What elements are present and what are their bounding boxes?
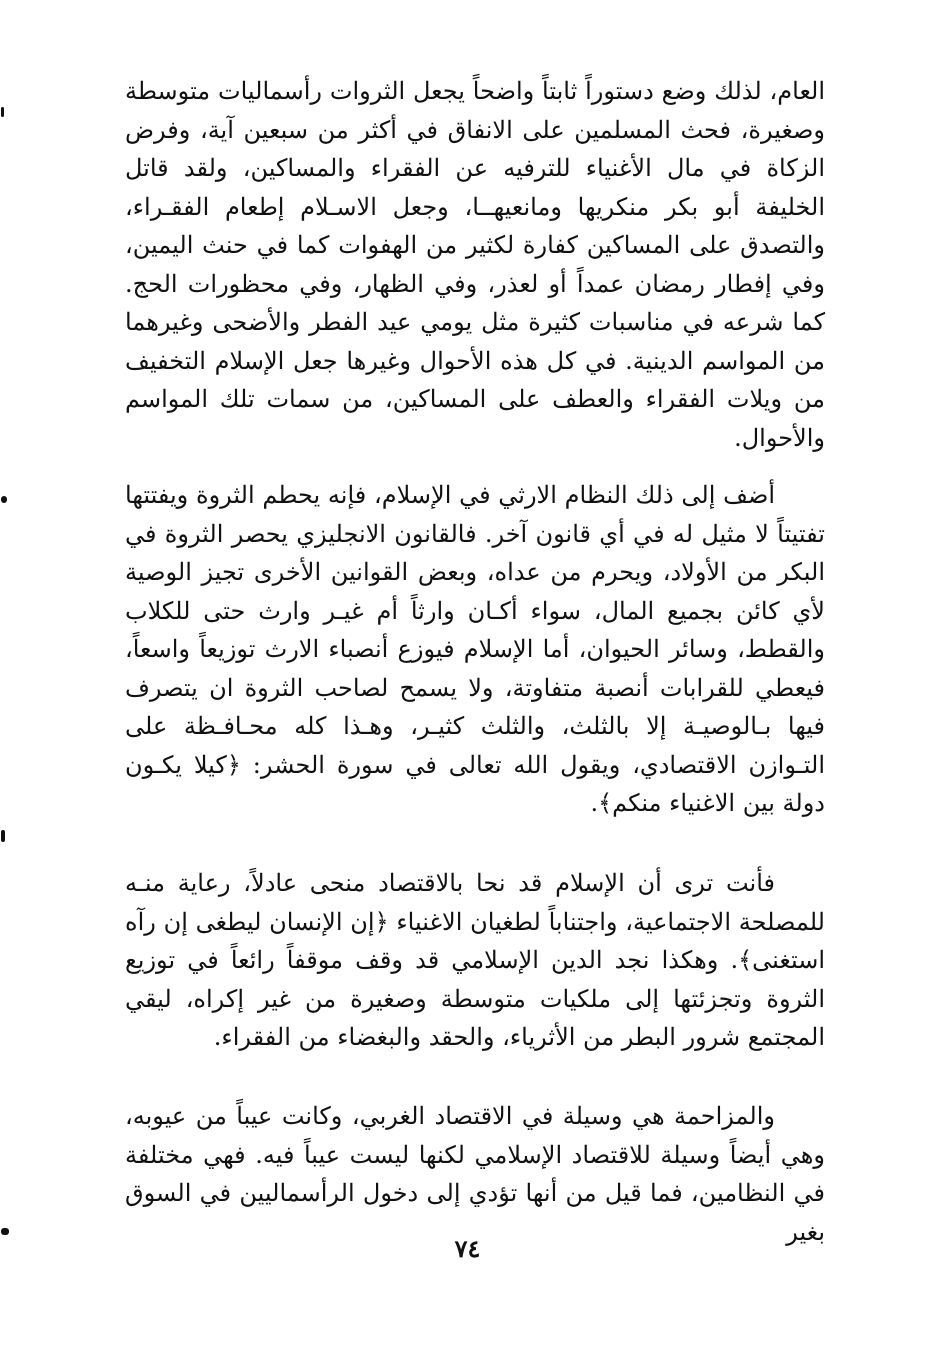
scan-margin-mark [1,496,7,503]
paragraph-wealth-distribution: فأنت ترى أن الإسلام قد نحا بالاقتصاد منحى عادلاً، رعاية منـه للمصلحة الاجتماعية، واجتناباً لطغيان الاغنياء ﴿إن الإنسان ليطغى إن رآه استغنى﴾. وهكذا نجد الدين الإسلامي قد وقف موقفاً رائعاً في توزيع الثروة وتجزئتها إلى ملكيات متوسطة وصغيرة من غير إكراه، ليقي المجتمع شرور البطر من الأثرياء، والحقد والبغضاء من الفقراء. [125,869,825,1051]
paragraph-inheritance-system: أضف إلى ذلك النظام الارثي في الإسلام، فإنه يحطم الثروة ويفتتها تفتيتاً لا مثيل له في أي قانون آخر. فالقانون الانجليزي يحصر الثروة في البكر من الأولاد، ويحرم من عداه، وبعض القوانين الأخرى تجيز الوصية لأي كائن بجميع المال، سواء أكـان وارثاً أم غيـر وارث حتى للكلاب والقطط، وسائر الحيوان، أما الإسلام فيوزع أنصباء الارث توزيعاً واسعاً، فيعطي للقرابات أنصبة متفاوتة، ولا يسمح لصاحب الثروة ان يتصرف فيها بـالوصيـة إلا بالثلث، والثلث كثيـر، وهـذا كله محـافـظة على التـوازن الاقتصادي، ويقول الله تعالى في سورة الحشر: ﴿كيلا يكـون دولة بين الاغنياء منكم﴾. [125,481,826,817]
paragraph-zakat-and-charity: العام، لذلك وضع دستوراً ثابتاً واضحاً يجعل الثروات رأسماليات متوسطة وصغيرة، فحث المسلمين على الانفاق في أكثر من سبعين آية، وفرض الزكاة في مال الأغنياء للترفيه عن الفقراء والمساكين، ولقد قاتل الخليفة أبو بكر منكريها ومانعيهــا، وجعل الاسـلام إطعام الفقـراء، والتصدق على المساكين كفارة لكثير من الهفوات كما في حنث اليمين، وفي إفطار رمضان عمداً أو لعذر، وفي الظهار، وفي محظورات الحج. كما شرعه في مناسبات كثيرة مثل يومي عيد الفطر والأضحى وغيرهما من المواسم الدينية. في كل هذه الأحوال وغيرها جعل الإسلام التخفيف من ويلات الفقراء والعطف على المساكين، من سمات تلك المواسم والأحوال. [125,77,826,452]
paragraph-competition: والمزاحمة هي وسيلة في الاقتصاد الغربي، وكانت عيباً من عيوبه، وهي أيضاً وسيلة للاقتصاد الإسلامي لكنها ليست عيباً فيه. فهي مختلفة في النظامين، فما قيل من أنها تؤدي إلى دخول الرأسماليين في السوق بغير [125,1102,825,1246]
scan-margin-mark [1,830,5,842]
scan-margin-mark [1,107,4,117]
page-number: ٧٤ [454,1234,481,1263]
